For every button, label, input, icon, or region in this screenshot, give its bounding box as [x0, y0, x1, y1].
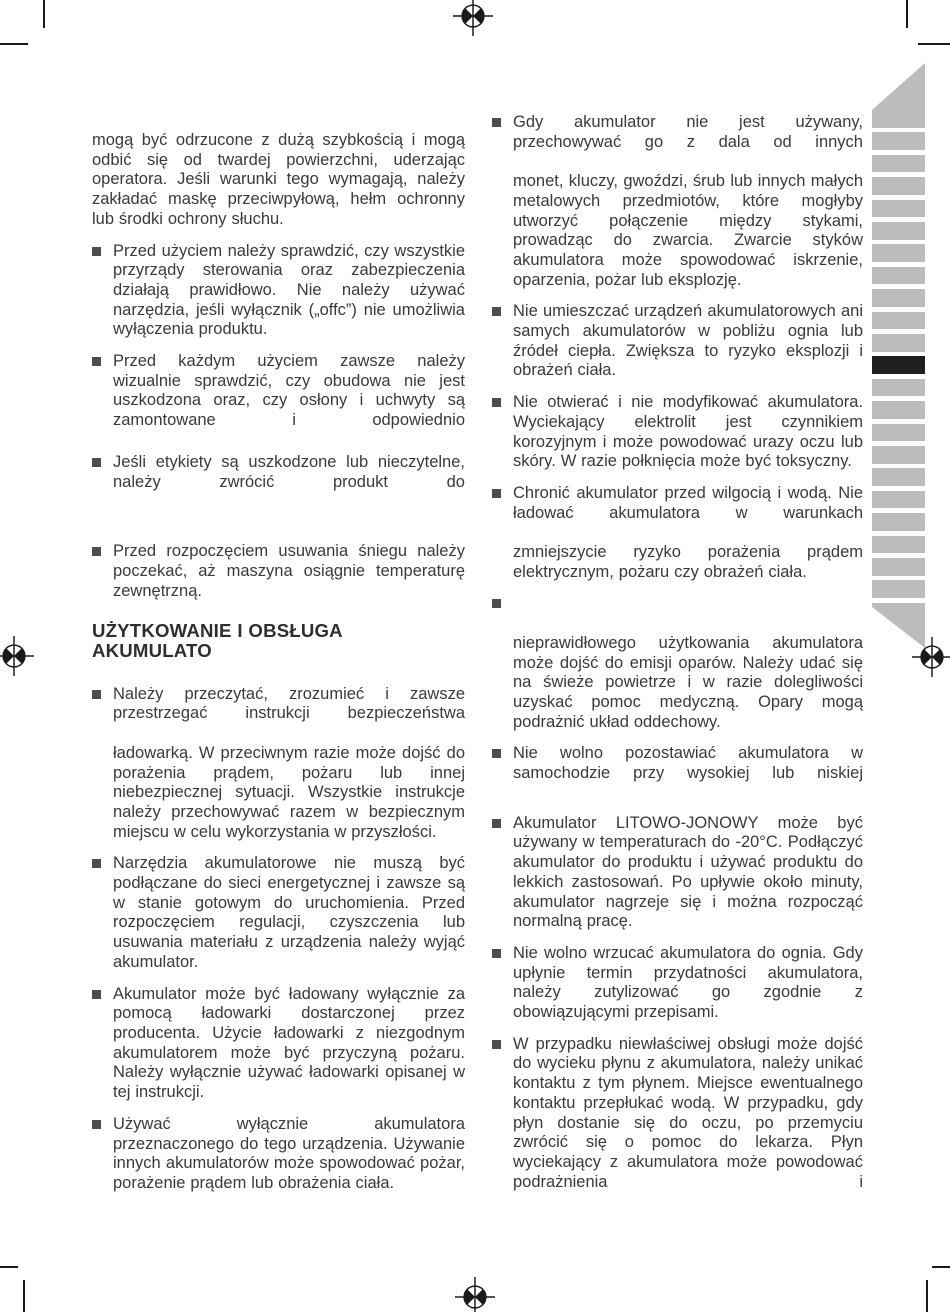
tab-stripe	[872, 468, 925, 486]
square-bullet-icon	[492, 398, 501, 407]
trim-mark-bottom-right-vertical	[926, 1280, 928, 1312]
paragraph-text: W przypadku niewłaściwej obsługi może dojść do wycieku płynu z akumulatora, należy unikać kontaktu z tym płynem. Miejsce ewentualnego kontaktu przepłukać wodą. W przypadku, gdy płyn dostanie się do oczu, po przemyciu zwrócić się o pomoc do lekarza. Płyn wyciekający z akumulatora może powodować podrażnienia i	[513, 1034, 863, 1191]
registration-mark-icon-bottom-center	[455, 1277, 495, 1312]
tab-stripe	[872, 424, 925, 442]
tab-bottom-diagonal	[872, 603, 925, 1188]
tab-stripe	[872, 155, 925, 173]
tab-stripe	[872, 110, 925, 128]
paragraph-text: Nie otwierać i nie modyfikować akumulatora. Wyciekający elektrolit jest czynnikiem korozyjnym i może powodować urazy oczu lub skóry. W razie połknięcia może być toksyczny.	[513, 393, 863, 471]
bullet-item	[492, 484, 863, 583]
square-bullet-icon	[492, 949, 501, 958]
paragraph-text: Akumulator może być ładowany wyłącznie za pomocą ładowarki dostarczonej przez producenta. Użycie ładowarki z niezgodnym akumulatorem może być przyczyną pożaru. Należy wyłącznie używać ładowarki opisanej w tej instrukcji.	[113, 984, 465, 1102]
paragraph-text: Przed użyciem należy sprawdzić, czy wszystkie przyrządy sterowania oraz zabezpieczenia działają prawidłowo. Nie należy używać narzędzia, jeśli wyłącznik („offc”) nie umożliwia wyłączenia produktu.	[113, 241, 465, 339]
paragraph-text: nieprawidłowego użytkowania akumulatora może dojść do emisji oparów. Należy udać się na świeże powietrze i w razie dolegliwości uzyskać pomoc medyczną. Opary mogą podrażnić układ oddechowy.	[513, 633, 863, 731]
paragraph-text: Akumulator LITOWO-JONOWY może być używany w temperaturach do -20°C. Podłączyć akumulator do produktu i używać produktu do lekkich zastosowań. Po upływie około minuty, akumulator nagrzeje się i można rozpocząć normalną pracę.	[513, 813, 863, 931]
tab-stripe	[872, 536, 925, 554]
square-bullet-icon	[92, 458, 101, 467]
bullet-item	[492, 393, 863, 472]
tab-top-diagonal	[872, 63, 925, 110]
bullet-item	[92, 453, 465, 492]
paragraph-text: zmniejszycie ryzyko porażenia prądem elektrycznym, pożaru czy obrażeń ciała.	[513, 543, 863, 581]
tab-stripe	[872, 244, 925, 262]
square-bullet-icon	[492, 307, 501, 316]
square-bullet-icon	[92, 690, 101, 699]
trim-mark-top-right-horizontal	[918, 43, 950, 45]
paragraph-text: Gdy akumulator nie jest używany, przechowywać go z dala od innych	[513, 113, 863, 151]
square-bullet-icon	[92, 990, 101, 999]
square-bullet-icon	[92, 1120, 101, 1129]
section-index-tab	[872, 63, 925, 648]
registration-mark-icon-right-middle	[912, 637, 950, 677]
square-bullet-icon	[92, 547, 101, 556]
trim-mark-bottom-left-horizontal	[0, 1266, 18, 1268]
paragraph-text: Chronić akumulator przed wilgocią i wodą. Nie ładować akumulatora w warunkach	[513, 483, 863, 522]
bullet-item	[92, 542, 465, 601]
paragraph-text: Należy przeczytać, zrozumieć i zawsze przestrzegać instrukcji bezpieczeństwa	[113, 684, 465, 723]
bullet-item	[92, 352, 465, 431]
tab-stripe	[872, 446, 925, 464]
tab-stripe	[872, 513, 925, 531]
square-bullet-icon	[92, 357, 101, 366]
tab-stripe-active	[872, 356, 925, 374]
bullet-item	[92, 985, 465, 1103]
registration-mark-icon-left-middle	[0, 636, 34, 676]
square-bullet-icon	[492, 1040, 501, 1049]
square-bullet-icon	[92, 247, 101, 256]
square-bullet-icon	[492, 599, 501, 608]
square-bullet-icon	[492, 819, 501, 828]
paragraph-text: Przed każdym użyciem zawsze należy wizualnie sprawdzić, czy obudowa nie jest uszkodzona oraz, czy osłony i uchwyty są zamontowane i odpowiednio	[113, 352, 465, 430]
paragraph-text: Nie wolno wrzucać akumulatora do ognia. Gdy upłynie termin przydatności akumulatora, należy zutylizować go zgodnie z obowiązującymi przepisami.	[513, 943, 863, 1022]
paragraph-text: Nie wolno pozostawiać akumulatora w samochodzie przy wysokiej lub niskiej	[513, 744, 863, 783]
tab-stripe	[872, 334, 925, 352]
left-column	[92, 113, 465, 1194]
bullet-item	[492, 944, 863, 1023]
tab-stripe	[872, 312, 925, 330]
continuation-paragraph	[92, 131, 465, 230]
bullet-item	[492, 594, 863, 732]
registration-mark-icon-top-center	[453, 0, 493, 36]
tab-stripe	[872, 132, 925, 150]
tab-stripe	[872, 267, 925, 285]
page-content	[92, 113, 863, 1194]
square-bullet-icon	[492, 489, 501, 498]
bullet-item	[92, 242, 465, 341]
trim-mark-bottom-right-horizontal	[932, 1266, 950, 1268]
paragraph-text: monet, kluczy, gwoździ, śrub lub innych małych metalowych przedmiotów, które mogłyby utworzyć połączenie między stykami, prowadząc do zwarcia. Zwarcie styków akumulatora może spowodować iskrzenie, oparzenia, pożar lub eksplozję.	[513, 172, 863, 289]
bullet-item	[492, 744, 863, 783]
bullet-item	[492, 1035, 863, 1193]
paragraph-text: Przed rozpoczęciem usuwania śniegu należy poczekać, aż maszyna osiągnie temperaturę zewnętrzną.	[113, 542, 465, 600]
trim-mark-top-left-horizontal	[0, 43, 28, 45]
bullet-item	[92, 685, 465, 843]
tab-stripe	[872, 558, 925, 576]
bullet-item	[92, 1115, 465, 1194]
tab-stripe	[872, 580, 925, 598]
right-column	[492, 113, 863, 1194]
tab-stripe	[872, 222, 925, 240]
bullet-item	[492, 302, 863, 381]
trim-mark-top-left-vertical	[43, 0, 45, 28]
tab-stripe	[872, 401, 925, 419]
paragraph-text: Narzędzia akumulatorowe nie muszą być podłączane do sieci energetycznej i zawsze są w stanie gotowym do uruchomienia. Przed rozpoczęciem regulacji, czyszczenia lub usuwania materiału z urządzenia należy wyjąć akumulator.	[113, 854, 465, 971]
paragraph-text: ładowarką. W przeciwnym razie może dojść do porażenia prądem, pożaru lub innej niebezpiecznej sytuacji. Wszystkie instrukcje należy przechowywać razem w bezpiecznym miejscu w celu wykorzystania w przyszłości.	[113, 743, 465, 841]
paragraph-text: mogą być odrzucone z dużą szybkością i mogą odbić się od twardej powierzchni, uderzając operatora. Jeśli warunki tego wymagają, należy zakładać maskę przeciwpyłową, hełm ochronny lub środki ochrony słuchu.	[92, 131, 465, 228]
tab-stripe	[872, 491, 925, 509]
paragraph-text: Używać wyłącznie akumulatora przeznaczonego do tego urządzenia. Używanie innych akumulatorów może spowodować pożar, porażenie prądem lub obrażenia ciała.	[113, 1114, 465, 1192]
heading-text: UŻYTKOWANIE I OBSŁUGA AKUMULATO	[92, 620, 343, 662]
bullet-item	[492, 113, 863, 290]
square-bullet-icon	[92, 859, 101, 868]
tab-stripe	[872, 379, 925, 397]
bullet-item	[92, 854, 465, 972]
tab-stripe	[872, 177, 925, 195]
trim-mark-bottom-left-vertical	[23, 1280, 25, 1312]
paragraph-text: Nie umieszczać urządzeń akumulatorowych ani samych akumulatorów w pobliżu ognia lub źródeł ciepła. Zwiększa to ryzyko eksplozji i obrażeń ciała.	[513, 302, 863, 380]
tab-stripe	[872, 289, 925, 307]
section-heading	[92, 621, 465, 660]
square-bullet-icon	[492, 749, 501, 758]
trim-mark-top-right-vertical	[906, 0, 908, 28]
paragraph-text	[513, 594, 863, 614]
paragraph-text: Jeśli etykiety są uszkodzone lub nieczytelne, należy zwrócić produkt do	[113, 452, 465, 491]
square-bullet-icon	[492, 118, 501, 127]
tab-stripe	[872, 200, 925, 218]
bullet-item	[492, 814, 863, 932]
